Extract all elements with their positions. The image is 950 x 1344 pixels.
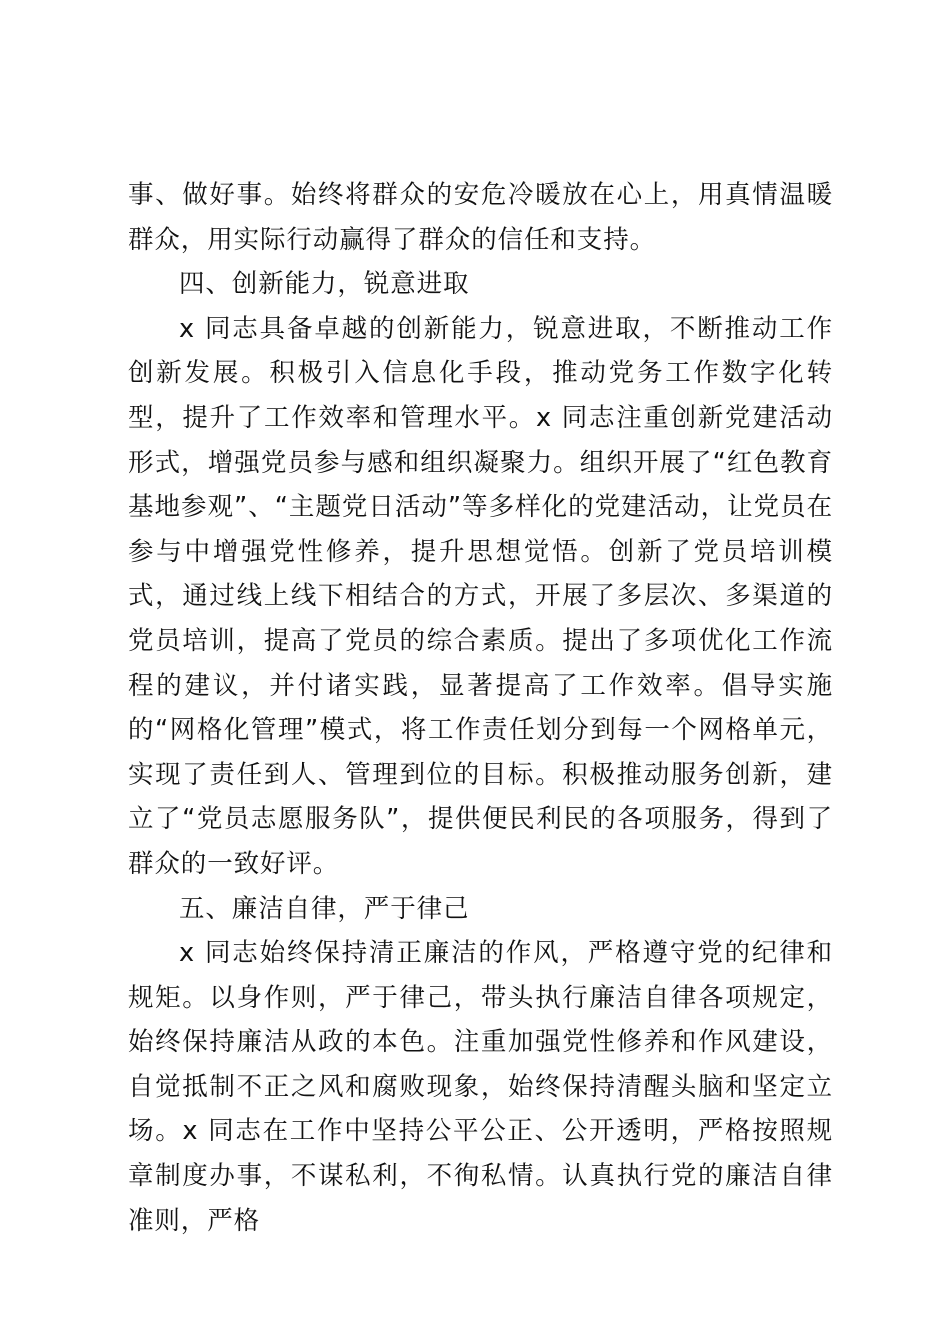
section-heading-integrity: 五、廉洁自律，严于律己 bbox=[179, 893, 470, 924]
paragraph-continuation: 事、做好事。始终将群众的安危冷暖放在心上，用真情温暖群众，用实际行动赢得了群众的信任和支持。 bbox=[128, 180, 833, 255]
paragraph-integrity: x 同志始终保持清正廉洁的作风，严格遵守党的纪律和规矩。以身作则，严于律己，带头执行廉洁自律各项规定，始终保持廉洁从政的本色。注重加强党性修养和作风建设，自觉抵制不正之风和腐败现象，始终保持清醒头脑和坚定立场。x 同志在工作中坚持公平公正、公开透明，严格按照规章制度办事，不谋私利，不徇私情。认真执行党的廉洁自律准则，严格 bbox=[128, 938, 833, 1236]
paragraph-innovation: x 同志具备卓越的创新能力，锐意进取，不断推动工作创新发展。积极引入信息化手段，推动党务工作数字化转型，提升了工作效率和管理水平。x 同志注重创新党建活动形式，增强党员参与感和组织凝聚力。组织开展了“红色教育基地参观”、“主题党日活动”等多样化的党建活动，让党员在参与中增强党性修养，提升思想觉悟。创新了党员培训模式，通过线上线下相结合的方式，开展了多层次、多渠道的党员培训，提高了党员的综合素质。提出了多项优化工作流程的建议，并付诸实践，显著提高了工作效率。倡导实施的“网格化管理”模式，将工作责任划分到每一个网格单元，实现了责任到人、管理到位的目标。积极推动服务创新，建立了“党员志愿服务队”，提供便民利民的各项服务，得到了群众的一致好评。 bbox=[128, 313, 833, 879]
document-body bbox=[128, 173, 833, 1243]
section-heading-innovation: 四、创新能力，锐意进取 bbox=[179, 269, 470, 300]
